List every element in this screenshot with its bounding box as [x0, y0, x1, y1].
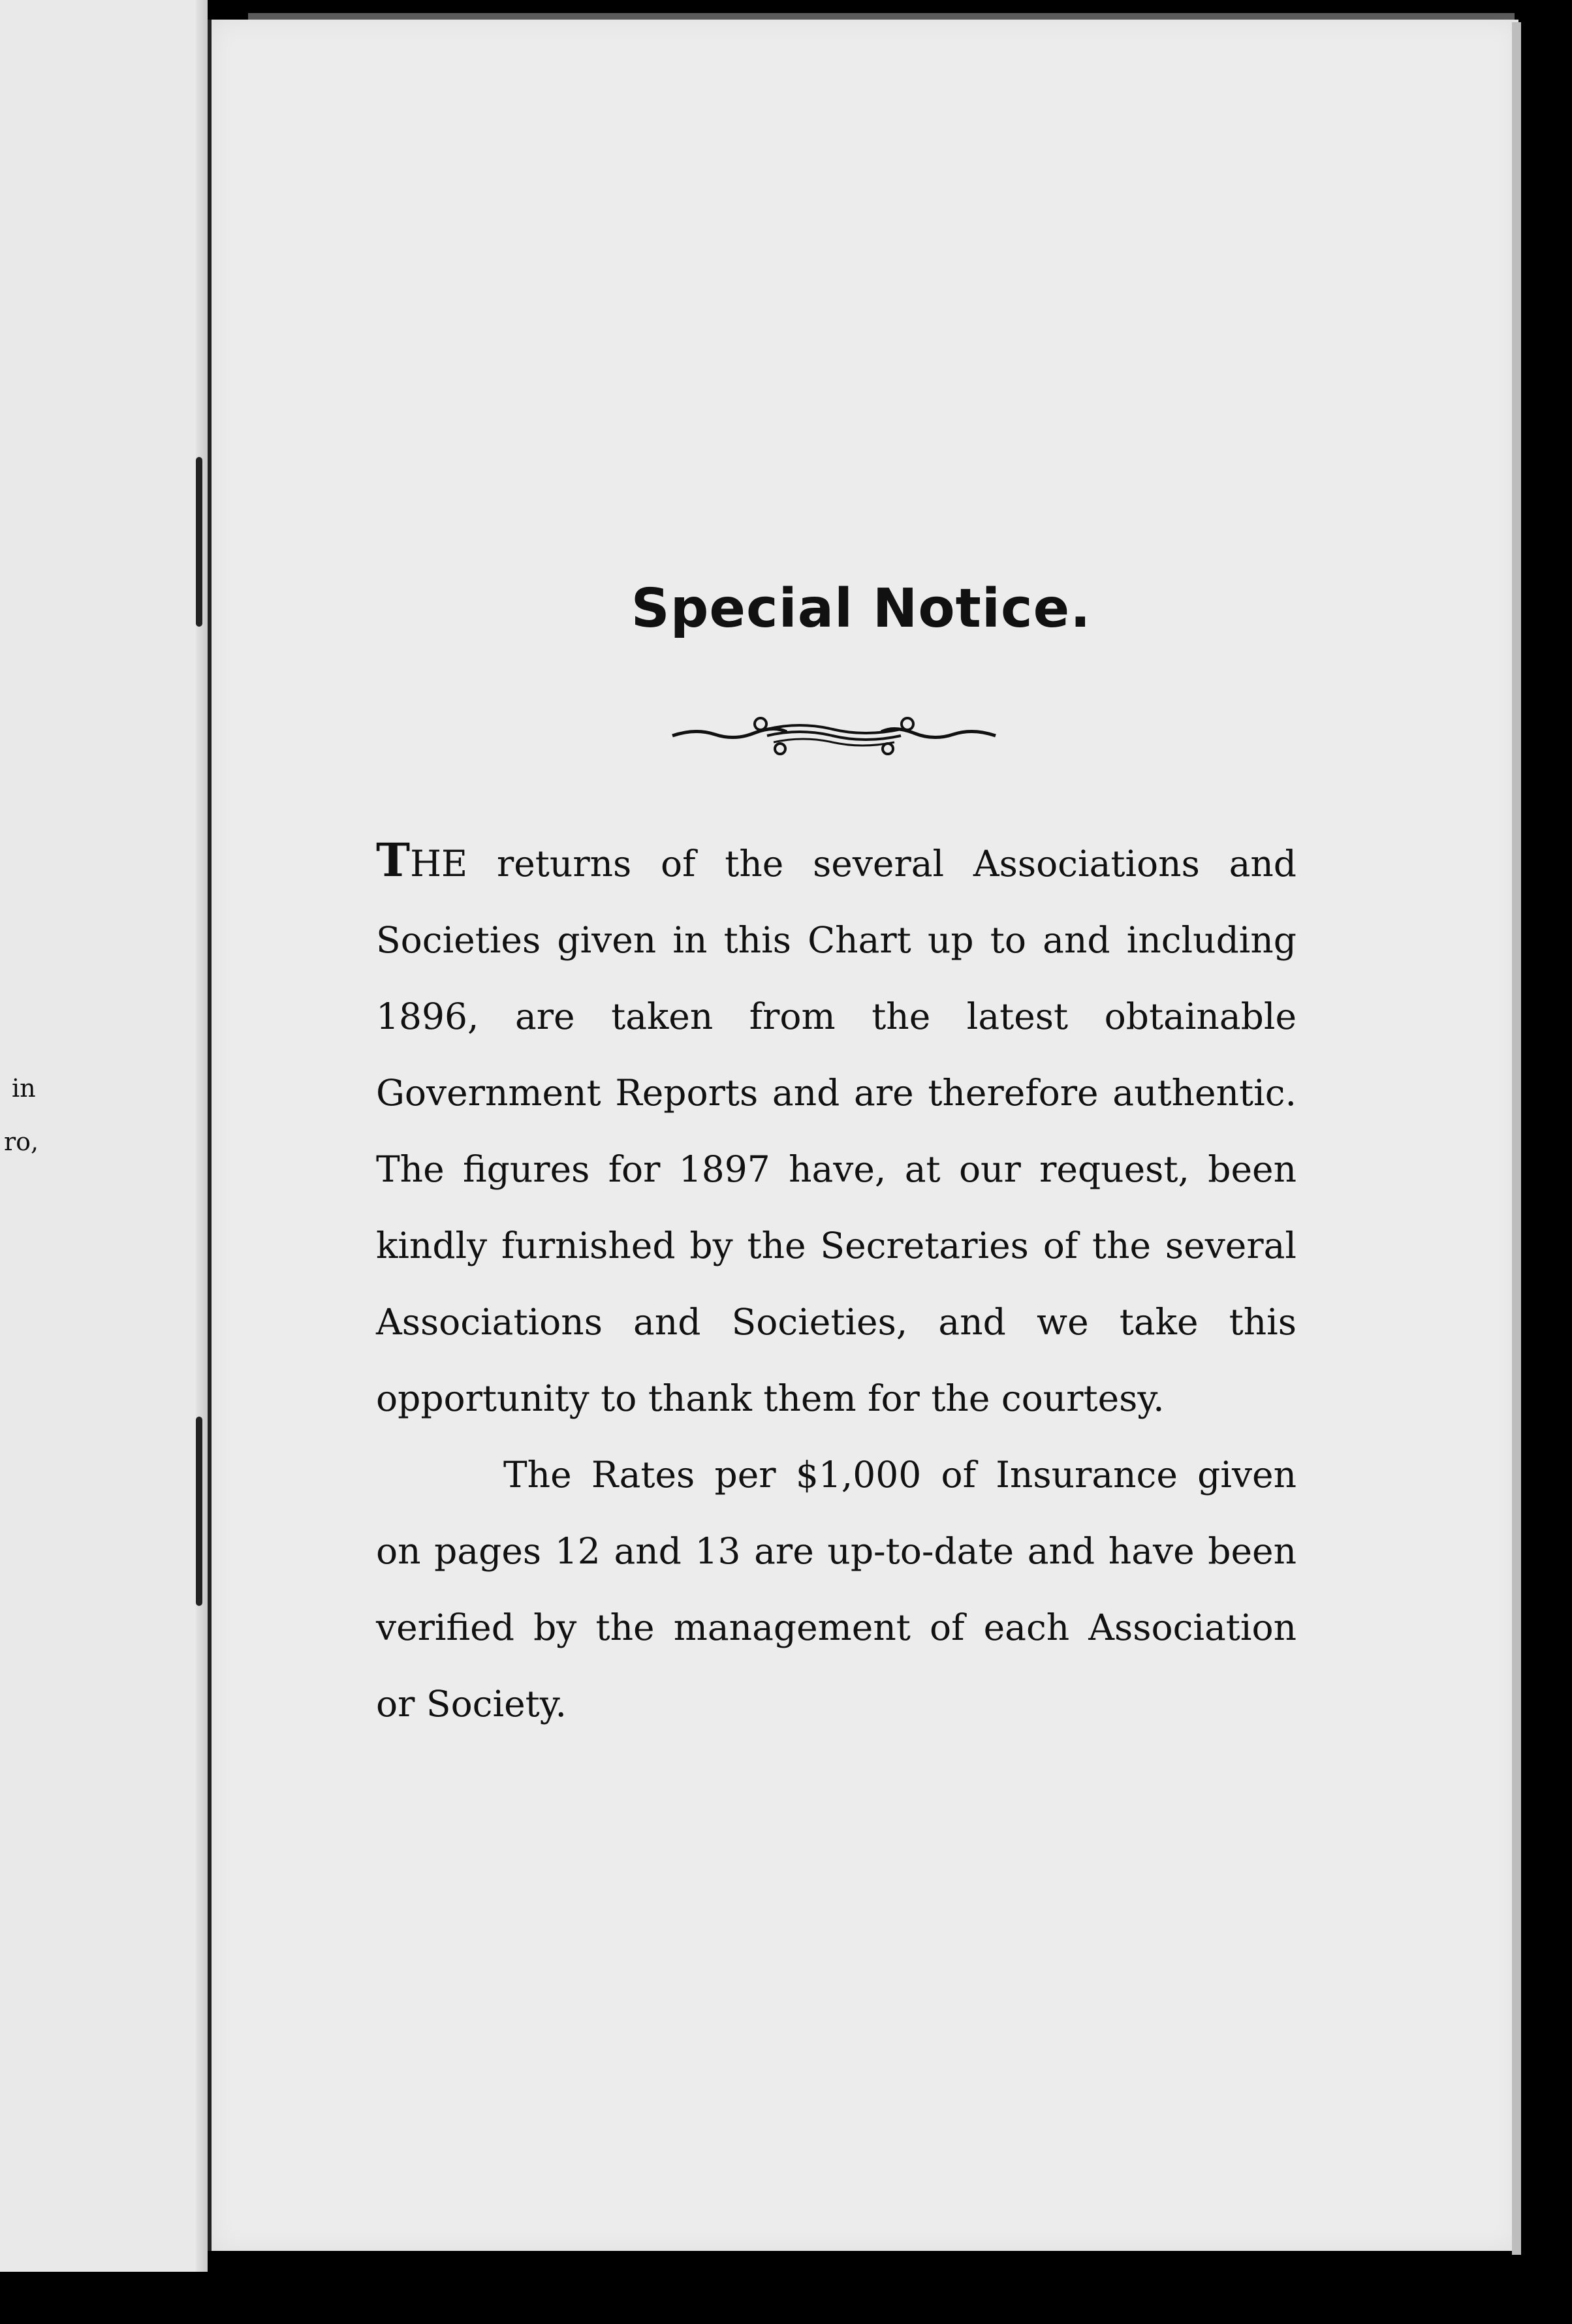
binding-thread	[196, 1417, 202, 1606]
notice-paragraph-1-text: HE returns of the several Associations and Societies given in this Chart up to and including 1896, are taken from the latest obtainable Government Reports and are therefore authentic. The figures for 1897 have, at our request, been kindly furnished by the Secretaries of the several Associations and Societies, and we take this opportunity to thank them for the courtesy.	[376, 843, 1297, 1419]
left-page-text-fragment: in	[12, 1074, 36, 1103]
drop-cap-initial: T	[376, 833, 411, 887]
notice-paragraph-1	[376, 826, 1297, 1437]
page-fold-shadow	[196, 0, 208, 2272]
binding-thread	[196, 457, 202, 627]
notice-paragraph-2: The Rates per $1,000 of Insurance given on pages 12 and 13 are up-to-date and have been verified by the management of each Association or Society.	[376, 1454, 1297, 1725]
page-title: Special Notice.	[631, 578, 1092, 640]
page-right-edge	[1512, 22, 1521, 2255]
decorative-scroll-ornament-icon	[669, 710, 999, 755]
notice-body	[376, 826, 1297, 1742]
left-page-text-fragment: ro,	[4, 1127, 39, 1156]
